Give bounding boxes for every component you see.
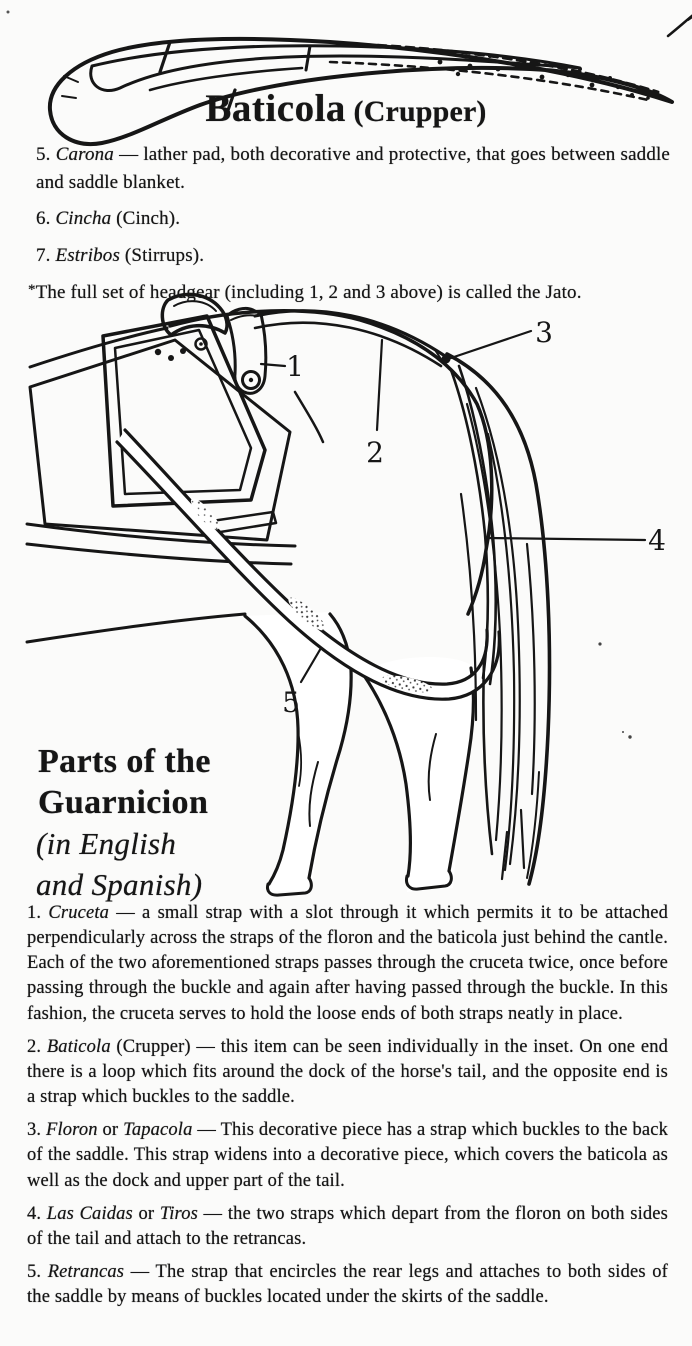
cruceta-strap [227,308,266,393]
definition-number: 4. [27,1203,47,1224]
item-text: lather pad, both decorative and protective, that goes between saddle and saddle blanket. [36,144,670,193]
list-item-cincha [36,205,670,233]
definition-number: 2. [27,1036,47,1057]
heading-line-2: Guarnicion [38,784,209,822]
item-term: Cincha [55,208,112,230]
headgear-list [28,141,670,316]
item-number: 6. [36,208,56,230]
footnote-text: The full set of headgear (including 1, 2 and 3 above) is called the Jato. [35,281,582,303]
definition-text: the two straps which depart from the floron on both sides of the tail and attach to the retrancas. [27,1203,668,1249]
item-term: Estribos [55,245,120,267]
section-heading [38,741,211,824]
definition-text: This decorative piece has a strap which buckles to the back of the saddle. This strap widens into a decorative piece, which covers the baticola as well as the dock and upper part of the tail. [27,1120,669,1191]
hind-legs [245,612,474,895]
definition-dash: — [192,1120,221,1141]
item-term: Carona [55,144,114,165]
footnote-asterisk: * [28,281,36,298]
definition-or: or [132,1203,160,1224]
definition-text: this item can be seen individually in the inset. On one end there is a loop which fits around the dock of the horse's tail, and the opposite end is a strap which buckles to the saddle. [27,1036,668,1108]
definition-dash: — [197,1203,228,1224]
title-crupper: (Crupper) [345,95,487,128]
scan-speck [7,11,10,14]
definition-baticola [27,1035,668,1110]
list-item-carona [36,141,670,196]
definition-text: The strap that encircles the rear legs and attaches to both sides of the saddle by means of buckles located under the skirts of the saddle. [27,1262,668,1308]
figure-label-1: 1 [286,350,304,383]
definition-term-2: Tiros [159,1203,198,1224]
definition-las-caidas [27,1202,668,1252]
figure-label-2: 2 [366,436,384,469]
section-subheading [36,824,202,906]
concho-pin [199,342,203,346]
scan-specks [598,642,631,738]
definitions-list [27,901,668,1318]
subheading-line-2: and Spanish) [36,866,203,902]
list-item-estribos [36,242,670,270]
figure-label-4: 4 [648,524,666,557]
definition-dash: — [109,903,143,923]
definition-term: Las Caidas [46,1203,133,1224]
item-text: (Cinch). [111,208,181,230]
definition-dash: — [124,1262,156,1283]
leader-3 [448,331,531,359]
item-number: 7. [36,245,56,267]
figure-label-5: 5 [282,686,300,719]
saddle-skirt [103,316,265,506]
horse-tail [447,354,550,884]
item-text: (Stirrups). [120,245,205,267]
page-title [0,86,692,131]
definition-term: Cruceta [48,903,110,923]
subheading-line-1: (in English [36,826,177,861]
definition-floron [27,1118,668,1193]
definition-term: Retrancas [47,1262,125,1283]
definition-cruceta [27,901,668,1027]
conchos [155,348,186,361]
item-dash: — [113,144,144,165]
definition-number: 1. [27,903,49,923]
definition-retrancas [27,1260,668,1310]
definition-term: Floron [46,1120,98,1141]
corner-pen-mark [668,9,692,36]
folded-strap-end [306,46,310,70]
item-number: 5. [36,144,56,165]
title-baticola: Baticola [205,87,346,130]
definition-number: 5. [27,1262,48,1283]
definition-term-2: Tapacola [123,1120,193,1141]
definition-text: a small strap with a slot through it which permits it to be attached perpendicularly across the straps of the floron and the baticola just behind the cantle. Each of the two aforementioned straps passes through the cruceta twice, once before passing through the buckle and again after having passed through the buckle. In this fashion, the cruceta serves to hold the loose ends of both straps neatly in place. [27,903,668,1024]
definition-term: Baticola [46,1036,111,1057]
leader-2 [377,340,382,430]
figure-label-3: 3 [535,316,553,349]
definition-dash: (Crupper) — [110,1036,221,1057]
definition-number: 3. [27,1120,47,1141]
heading-line-1: Parts of the [38,743,211,780]
definition-or: or [97,1120,124,1141]
